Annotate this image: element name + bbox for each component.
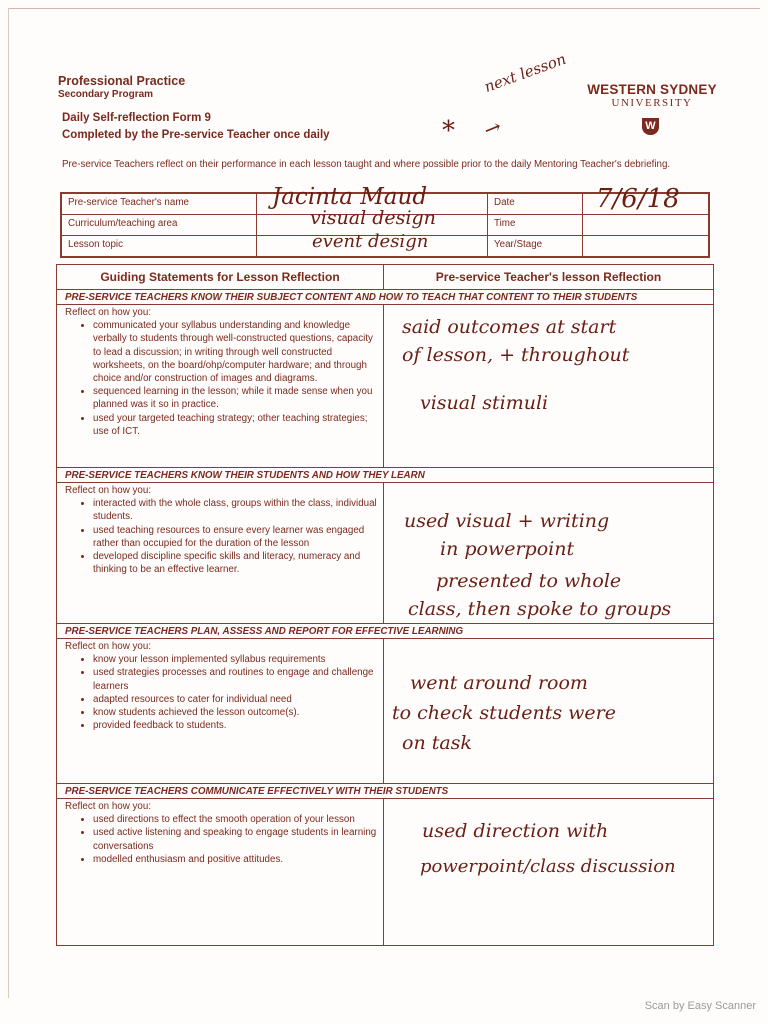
col-header-guiding: Guiding Statements for Lesson Reflection [100,270,340,284]
response-2-line-3: presented to whole [436,570,622,592]
section-heading-4: PRE-SERVICE TEACHERS COMMUNICATE EFFECTIVELY WITH THEIR STUDENTS [57,783,713,799]
guiding-item: • communicated your syllabus understanding and knowledge verbally to students through well-constructed questions, capacity to lead a discussion; in writing through well constructed worksheets, on the board/ohp/computer hardware; and through choice and/or construction of images and diagrams. [93,319,381,385]
guiding-statements-2 [65,484,381,576]
logo-shield-icon: W [642,118,659,135]
handwritten-date: 7/6/18 [596,184,680,214]
guiding-item: • used strategies processes and routines to engage and challenge learners [93,666,381,692]
section-divider-4 [383,799,384,945]
guiding-item: • developed discipline specific skills and literacy, numeracy and thinking to be an effective learner. [93,550,381,576]
guiding-statements-4 [65,800,381,866]
guiding-item: • know students achieved the lesson outcome(s). [93,706,381,719]
col-header-reflection: Pre-service Teacher's lesson Reflection [435,270,662,284]
guiding-statements-1 [65,306,381,438]
section-heading-1: PRE-SERVICE TEACHERS KNOW THEIR SUBJECT CONTENT AND HOW TO TEACH THAT CONTENT TO THEIR STUDENTS [57,289,713,305]
reflect-label: Reflect on how you: [65,485,152,496]
reflect-label: Reflect on how you: [65,307,152,318]
topic-label: Lesson topic [61,235,257,257]
handwritten-note: next lesson [481,49,569,96]
response-2-line-1: used visual + writing [404,510,610,532]
handwritten-arrow: → [480,113,505,143]
guiding-item: • interacted with the whole class, groups within the class, individual students. [93,497,381,523]
university-logo [572,82,732,132]
guiding-item: • used your targeted teaching strategy; other teaching strategies; use of ICT. [93,412,381,438]
section-divider-3 [383,639,384,783]
date-label: Date [487,193,583,215]
response-1-line-1: said outcomes at start [402,316,617,338]
response-2-line-2: in powerpoint [440,538,575,560]
handwritten-name: Jacinta Maud [272,184,428,210]
response-1-line-3: visual stimuli [420,392,549,414]
handwritten-star: * [442,116,455,146]
program-subtitle: Secondary Program [58,89,154,100]
name-label: Pre-service Teacher's name [61,193,257,215]
logo-line-1: WESTERN SYDNEY [587,82,717,97]
section-heading-2: PRE-SERVICE TEACHERS KNOW THEIR STUDENTS AND HOW THEY LEARN [57,467,713,483]
guiding-statements-3 [65,640,381,732]
header-divider [383,265,384,289]
response-3-line-2: to check students were [392,702,616,724]
response-3-line-3: on task [402,732,472,754]
time-value-cell[interactable] [582,214,709,236]
page-edge-top [8,8,760,10]
reflect-label: Reflect on how you: [65,801,152,812]
response-4-line-2: powerpoint/class discussion [420,856,676,877]
guiding-item: • used active listening and speaking to engage students in learning conversations [93,826,381,852]
reflect-label: Reflect on how you: [65,641,152,652]
handwritten-area: visual design [310,207,436,229]
year-label: Year/Stage [487,235,583,257]
logo-line-2: UNIVERSITY [611,97,693,109]
section-divider-2 [383,483,384,623]
guiding-item: • adapted resources to cater for individual need [93,693,381,706]
scanner-watermark: Scan by Easy Scanner [644,1000,756,1012]
area-label: Curriculum/teaching area [61,214,257,236]
handwritten-topic: event design [312,231,429,252]
response-2-line-4: class, then spoke to groups [408,598,672,620]
year-value-cell[interactable] [582,235,709,257]
form-title: Daily Self-reflection Form 9 [62,112,211,124]
section-divider-1 [383,305,384,467]
guiding-item: • modelled enthusiasm and positive attitudes. [93,853,381,866]
guiding-item: • used teaching resources to ensure every learner was engaged rather than occupied for the duration of the lesson [93,524,381,550]
time-label: Time [487,214,583,236]
guiding-item: • used directions to effect the smooth operation of your lesson [93,813,381,826]
guiding-item: • provided feedback to students. [93,719,381,732]
response-1-line-2: of lesson, + throughout [402,344,630,366]
form-subtitle: Completed by the Pre-service Teacher once daily [62,129,330,141]
program-title: Professional Practice [58,74,186,88]
section-heading-3: PRE-SERVICE TEACHERS PLAN, ASSESS AND REPORT FOR EFFECTIVE LEARNING [57,623,713,639]
page-edge-left [8,8,10,998]
guiding-item: • sequenced learning in the lesson; while it made sense when you planned was it so in practice. [93,385,381,411]
form-intro: Pre-service Teachers reflect on their performance in each lesson taught and where possible prior to the daily Mentoring Teacher's debriefing. [62,159,671,170]
response-3-line-1: went around room [410,672,588,694]
response-4-line-1: used direction with [422,820,609,842]
guiding-item: • know your lesson implemented syllabus requirements [93,653,381,666]
